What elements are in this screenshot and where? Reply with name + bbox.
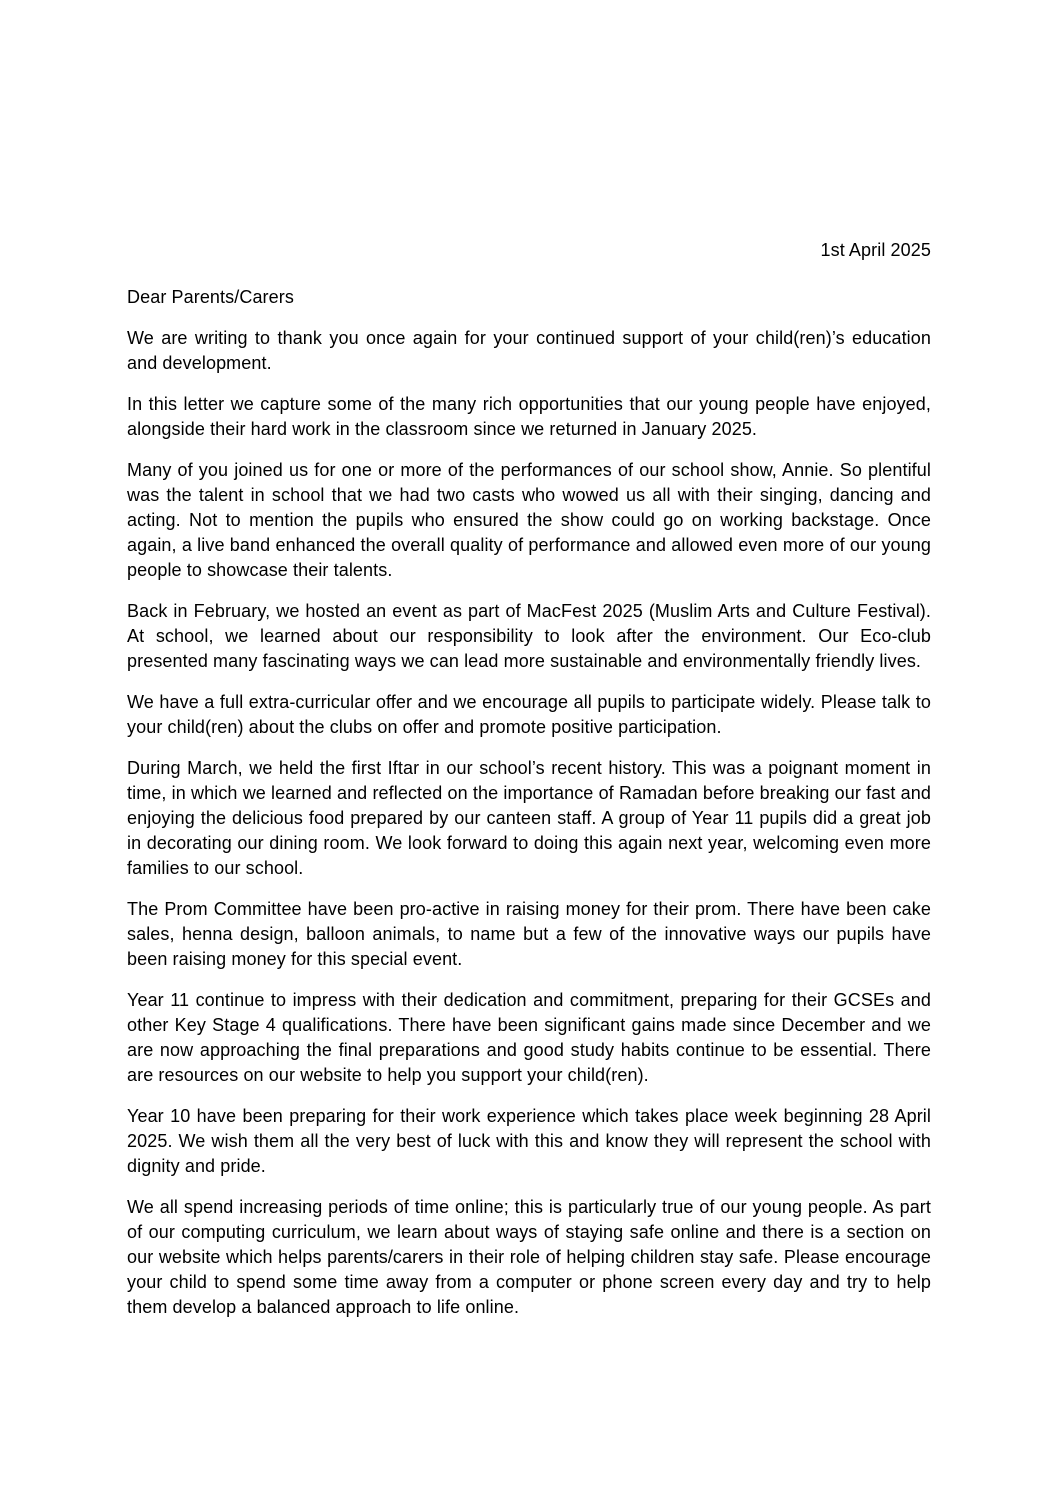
letter-paragraph: The Prom Committee have been pro-active in raising money for their prom. There have been cake sales, henna design, balloon animals, to name but a few of the innovative ways our pupils have been raising money for this special event. (127, 899, 931, 969)
letter-paragraph: During March, we held the first Iftar in our school’s recent history. This was a poignant moment in time, in which we learned and reflected on the importance of Ramadan before breaking our fast and enjoying the delicious food prepared by our canteen staff. A group of Year 11 pupils did a great job in decorating our dining room. We look forward to doing this again next year, welcoming even more families to our school. (127, 758, 931, 878)
letter-paragraph: We all spend increasing periods of time online; this is particularly true of our young people. As part of our computing curriculum, we learn about ways of staying safe online and there is a section on our website which helps parents/carers in their role of helping children stay safe. Please encourage your child to spend some time away from a computer or phone screen every day and try to help them develop a balanced approach to life online. (127, 1197, 931, 1317)
letter-paragraph: In this letter we capture some of the many rich opportunities that our young people have enjoyed, alongside their hard work in the classroom since we returned in January 2025. (127, 394, 931, 439)
letter-content (127, 238, 931, 1320)
letter-paragraph: Many of you joined us for one or more of the performances of our school show, Annie. So plentiful was the talent in school that we had two casts who wowed us all with their singing, dancing and acting. Not to mention the pupils who ensured the show could go on working backstage. Once again, a live band enhanced the overall quality of performance and allowed even more of our young people to showcase their talents. (127, 460, 931, 580)
letter-paragraph: Back in February, we hosted an event as part of MacFest 2025 (Muslim Arts and Culture Festival). At school, we learned about our responsibility to look after the environment. Our Eco-club presented many fascinating ways we can lead more sustainable and environmentally friendly lives. (127, 601, 931, 671)
letter-paragraph: We are writing to thank you once again for your continued support of your child(ren)’s education and development. (127, 328, 931, 373)
letter-paragraph: We have a full extra-curricular offer and we encourage all pupils to participate widely. Please talk to your child(ren) about the clubs on offer and promote positive participation. (127, 692, 931, 737)
letter-paragraph: Year 10 have been preparing for their work experience which takes place week beginning 28 April 2025. We wish them all the very best of luck with this and know they will represent the school with dignity and pride. (127, 1106, 931, 1176)
letter-date: 1st April 2025 (820, 240, 931, 260)
letter-paragraph: Year 11 continue to impress with their dedication and commitment, preparing for their GCSEs and other Key Stage 4 qualifications. There have been significant gains made since December and we are now approaching the final preparations and good study habits continue to be essential. There are resources on our website to help you support your child(ren). (127, 990, 931, 1085)
letter-salutation: Dear Parents/Carers (127, 287, 294, 307)
